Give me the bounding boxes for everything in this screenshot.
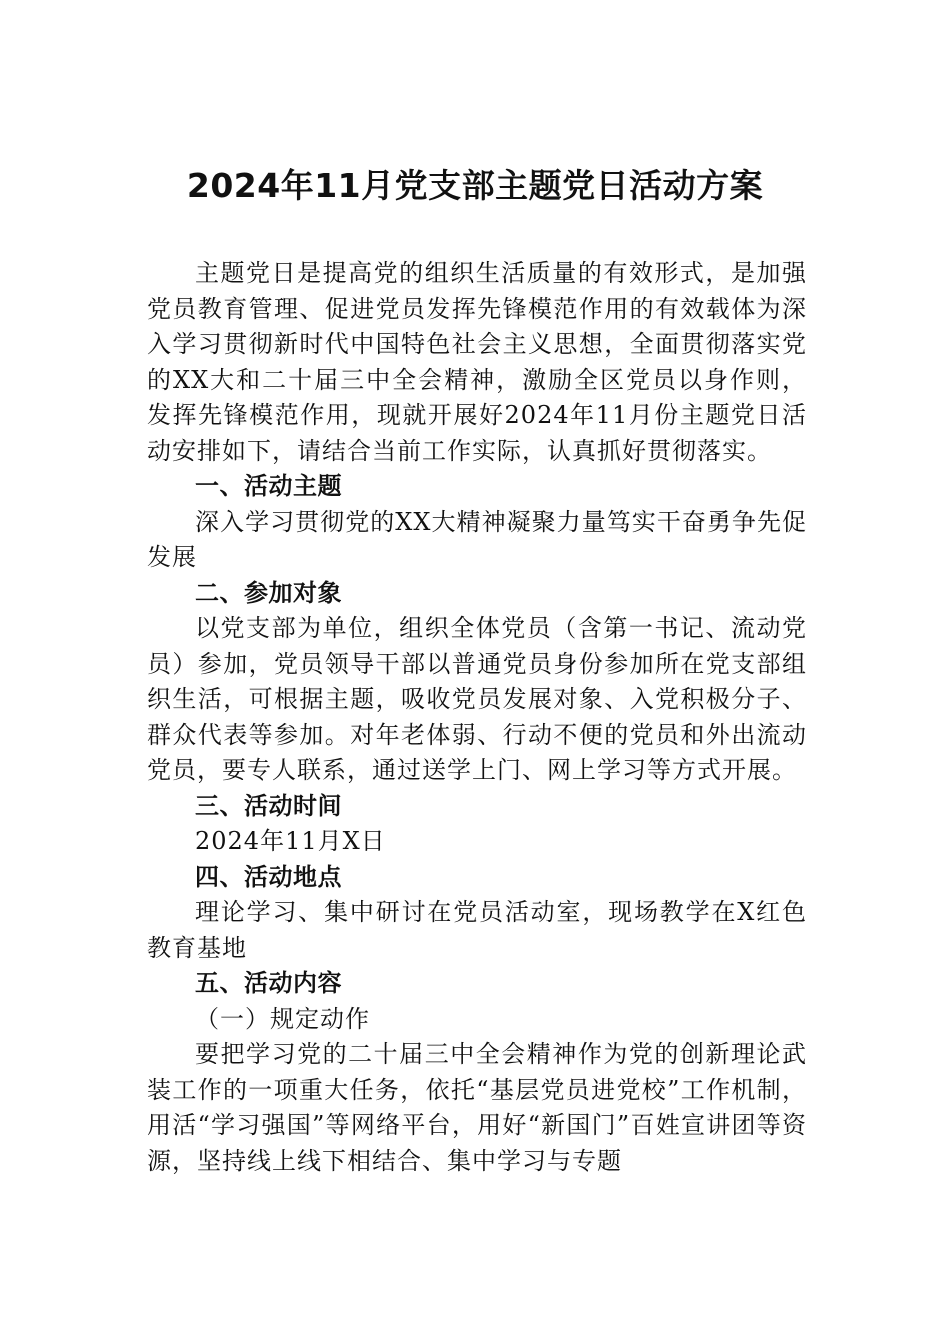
- section-content-required-actions: 要把学习党的二十届三中全会精神作为党的创新理论武装工作的一项重大任务，依托“基层党员进党校”工作机制，用活“学习强国”等网络平台，用好“新国门”百姓宣讲团等资源，坚持线上线下相结合、集中学习与专题: [147, 1040, 807, 1175]
- section-content-participants: 以党支部为单位，组织全体党员（含第一书记、流动党员）参加，党员领导干部以普通党员身份参加所在党支部组织生活，可根据主题，吸收党员发展对象、入党积极分子、群众代表等参加。对年老体弱、行动不便的党员和外出流动党员，要专人联系，通过送学上门、网上学习等方式开展。: [147, 614, 807, 784]
- intro-paragraph: 主题党日是提高党的组织生活质量的有效形式，是加强党员教育管理、促进党员发挥先锋模范作用的有效载体为深入学习贯彻新时代中国特色社会主义思想，全面贯彻落实党的XX大和二十届三中全会精神，激励全区党员以身作则，发挥先锋模范作用，现就开展好2024年11月份主题党日活动安排如下，请结合当前工作实际，认真抓好贯彻落实。: [147, 259, 807, 465]
- section-content-theme: 深入学习贯彻党的XX大精神凝聚力量笃实干奋勇争先促发展: [147, 507, 807, 571]
- section-content-location: 理论学习、集中研讨在党员活动室，现场教学在X红色教育基地: [147, 898, 807, 962]
- document-body: [147, 256, 807, 1179]
- section-heading-theme: 一、活动主题: [195, 472, 342, 500]
- section-heading-time: 三、活动时间: [195, 791, 342, 820]
- subsection-heading-required-actions: （一）规定动作: [195, 1004, 370, 1033]
- section-heading-content: 五、活动内容: [195, 969, 342, 997]
- section-heading-location: 四、活动地点: [195, 862, 342, 891]
- document-title: 2024年11月党支部主题党日活动方案: [186, 166, 764, 205]
- section-heading-participants: 二、参加对象: [195, 578, 342, 607]
- section-content-time: 2024年11月X日: [195, 827, 386, 855]
